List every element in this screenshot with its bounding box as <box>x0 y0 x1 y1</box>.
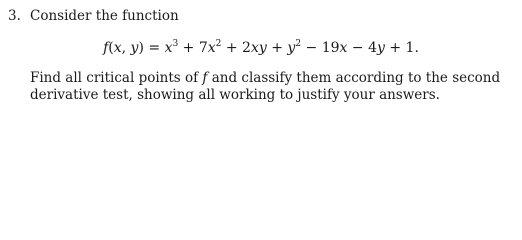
eq-op4: − 19 <box>301 40 340 56</box>
eq-lhs-y: y <box>130 40 139 56</box>
eq-term2-exp: 2 <box>215 39 222 49</box>
instruction-function-name: f <box>202 70 208 86</box>
eq-equals: = <box>143 40 165 56</box>
question-number: 3. <box>8 8 21 24</box>
eq-lhs-comma: , <box>121 40 131 56</box>
eq-term3-var2: y <box>258 40 267 56</box>
eq-op3: + <box>266 40 288 56</box>
eq-term2-var: x <box>207 40 216 56</box>
eq-op5: − 4 <box>347 40 377 56</box>
eq-lhs-x: x <box>113 40 122 56</box>
eq-term4-var: y <box>287 40 296 56</box>
instruction-line-1-end: and classify them according to the second <box>207 70 501 86</box>
eq-term1-exp: 3 <box>172 39 179 49</box>
eq-term6-var: y <box>376 40 385 56</box>
eq-op1: + 7 <box>178 40 208 56</box>
eq-term4-exp: 2 <box>295 39 302 49</box>
eq-op2: + 2 <box>221 40 251 56</box>
question-heading <box>8 8 179 25</box>
instruction-line-2: derivative test, showing all working to justify your answers. <box>30 87 440 103</box>
instruction-line-1 <box>30 70 510 87</box>
function-equation <box>0 38 522 58</box>
instruction-line-1-start: Find all critical points of <box>30 70 203 86</box>
eq-lhs-close: ) <box>138 40 144 56</box>
eq-op6: + 1. <box>384 40 419 56</box>
eq-lhs-fn: f <box>103 40 109 56</box>
instruction-text <box>30 70 510 104</box>
eq-lhs-open: ( <box>108 40 114 56</box>
eq-term5-var: x <box>339 40 348 56</box>
eq-term1-var: x <box>164 40 173 56</box>
eq-term3-var1: x <box>250 40 259 56</box>
question-intro: Consider the function <box>30 8 179 24</box>
